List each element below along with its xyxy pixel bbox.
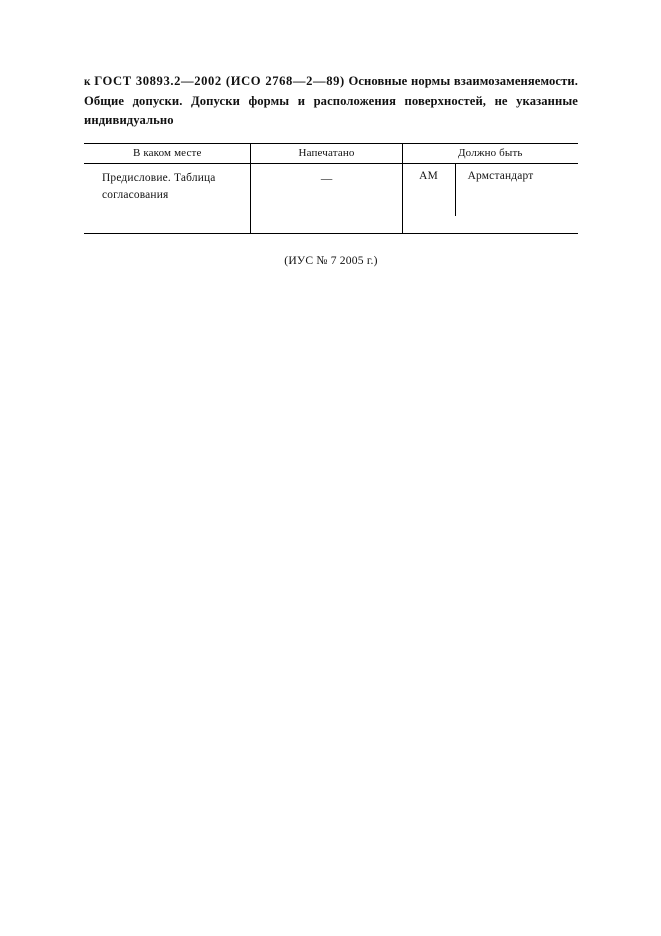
cell-country-code: AM xyxy=(419,170,439,182)
cell-location: Предисловие. Таблица согласования xyxy=(84,164,251,234)
standard-title: Основные нормы взаимозаменяемости. Общие допуски. Допуски формы и расположения поверхностей, не указанные индивидуально xyxy=(84,74,578,127)
column-header-location: В каком месте xyxy=(84,144,251,164)
cell-organization-name: Армстандарт xyxy=(467,170,534,182)
heading-lead: к xyxy=(84,76,91,88)
cell-should-be xyxy=(402,164,578,234)
page-title xyxy=(84,72,578,130)
cell-printed-value: — xyxy=(320,173,333,185)
column-header-should-be: Должно быть xyxy=(402,144,578,164)
standard-designation: ГОСТ 30893.2—2002 (ИСО 2768—2—89) xyxy=(94,74,345,88)
column-header-printed: Напечатано xyxy=(251,144,402,164)
table-row xyxy=(84,164,578,234)
footnote: (ИУС № 7 2005 г.) xyxy=(284,254,378,267)
correction-notice xyxy=(84,72,578,267)
cell-printed xyxy=(251,164,402,234)
corrections-table xyxy=(84,143,578,234)
table-header-row xyxy=(84,144,578,164)
